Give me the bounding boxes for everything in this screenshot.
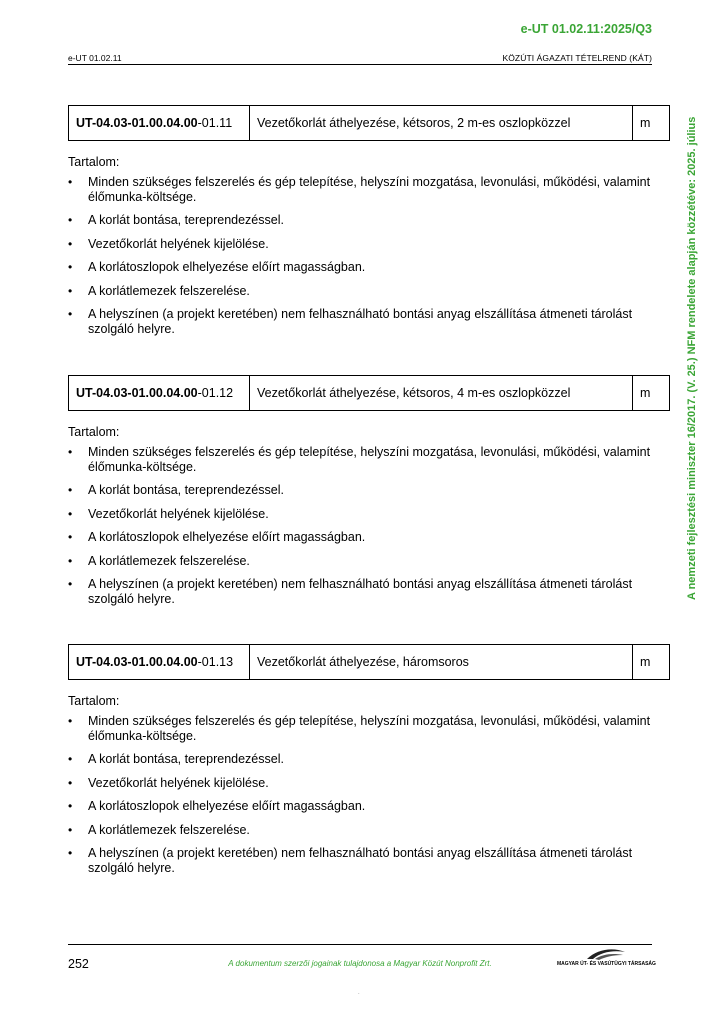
bullet-icon: •: [68, 307, 73, 321]
list-item: • A helyszínen (a projekt keretében) nem felhasználható bontási anyag elszállítása átmeneti tárolást szolgáló helyre.: [68, 577, 633, 606]
list-item: • Vezetőkorlát helyének kijelölése.: [68, 775, 269, 790]
item-code-main: UT-04.03-01.00.04.00: [76, 386, 198, 400]
item-header-table: [68, 105, 670, 141]
bullet-icon: •: [68, 530, 73, 544]
bullet-icon: •: [68, 822, 73, 837]
item-code-suffix: -01.12: [197, 386, 234, 400]
footer-mark: .: [358, 990, 360, 996]
list-item: • Minden szükséges felszerelés és gép telepítése, helyszíni mozgatása, levonulási, működési, valamint élőmunka-költsége.: [68, 175, 651, 204]
content-list: [68, 445, 670, 606]
content-label: Tartalom:: [68, 425, 120, 439]
list-item: • A korlátoszlopok elhelyezése előírt magasságban.: [68, 260, 366, 274]
item-header-row: [69, 645, 670, 680]
item-unit-cell: m: [633, 645, 670, 680]
item-code-main: UT-04.03-01.00.04.00: [76, 116, 198, 130]
item-header-row: [69, 376, 670, 411]
doc-code: e-UT 01.02.11:2025/Q3: [520, 22, 652, 36]
item-section: [68, 105, 670, 345]
logo-swoosh-icon: [585, 947, 627, 961]
logo-text: MAGYAR ÚT- ÉS VASÚTÜGYI TÁRSASÁG: [557, 961, 656, 967]
bullet-icon: •: [68, 175, 73, 189]
item-section: [68, 375, 670, 615]
list-item: • A korlátoszlopok elhelyezése előírt magasságban.: [68, 799, 366, 813]
item-code-cell: [69, 645, 250, 680]
bullet-icon: •: [68, 236, 73, 251]
bullet-icon: •: [68, 483, 73, 497]
list-item: • Minden szükséges felszerelés és gép telepítése, helyszíni mozgatása, levonulási, működési, valamint élőmunka-költsége.: [68, 714, 651, 743]
side-publication-note: A nemzeti fejlesztési miniszter 16/2017. (V. 25.) NFM rendelete alapján közzétéve: 2025. július: [686, 116, 698, 600]
content-list: [68, 175, 670, 336]
bullet-icon: •: [68, 577, 73, 591]
list-item: • Vezetőkorlát helyének kijelölése.: [68, 236, 269, 251]
item-header-table: [68, 375, 670, 411]
item-section: [68, 644, 670, 884]
item-code-cell: [69, 376, 250, 411]
bullet-icon: •: [68, 553, 73, 568]
list-item: • Minden szükséges felszerelés és gép telepítése, helyszíni mozgatása, levonulási, működési, valamint élőmunka-költsége.: [68, 445, 651, 474]
content-list: [68, 714, 670, 875]
list-item: • A korlátlemezek felszerelése.: [68, 822, 250, 837]
item-title-cell: Vezetőkorlát áthelyezése, háromsoros: [250, 645, 633, 680]
content-label: Tartalom:: [68, 694, 120, 708]
bullet-icon: •: [68, 799, 73, 813]
bullet-icon: •: [68, 283, 73, 298]
bullet-icon: •: [68, 213, 73, 227]
list-item: • Vezetőkorlát helyének kijelölése.: [68, 506, 269, 521]
list-item: • A korlátoszlopok elhelyezése előírt magasságban.: [68, 530, 366, 544]
list-item: • A korlát bontása, tereprendezéssel.: [68, 213, 284, 227]
item-unit-cell: m: [633, 106, 670, 141]
item-unit-cell: m: [633, 376, 670, 411]
list-item: • A korlátlemezek felszerelése.: [68, 283, 250, 298]
bullet-icon: •: [68, 506, 73, 521]
footer-divider: [68, 944, 652, 945]
header-divider: [68, 64, 652, 65]
list-item: • A helyszínen (a projekt keretében) nem felhasználható bontási anyag elszállítása átmeneti tárolást szolgáló helyre.: [68, 846, 633, 875]
bullet-icon: •: [68, 775, 73, 790]
item-code-cell: [69, 106, 250, 141]
item-code-suffix: -01.13: [197, 655, 234, 669]
list-item: • A korlát bontása, tereprendezéssel.: [68, 752, 284, 766]
header-right: KÖZÚTI ÁGAZATI TÉTELREND (KÁT): [502, 53, 652, 63]
copyright-note: A dokumentum szerzői jogainak tulajdonosa a Magyar Közút Nonprofit Zrt.: [228, 959, 492, 968]
item-title-cell: Vezetőkorlát áthelyezése, kétsoros, 2 m-es oszlopközzel: [250, 106, 633, 141]
item-code-suffix: -01.11: [197, 116, 233, 130]
bullet-icon: •: [68, 260, 73, 274]
list-item: • A korlátlemezek felszerelése.: [68, 553, 250, 568]
list-item: • A korlát bontása, tereprendezéssel.: [68, 483, 284, 497]
list-item: • A helyszínen (a projekt keretében) nem felhasználható bontási anyag elszállítása átmeneti tárolást szolgáló helyre.: [68, 307, 633, 336]
item-header-table: [68, 644, 670, 680]
item-title-cell: Vezetőkorlát áthelyezése, kétsoros, 4 m-es oszlopközzel: [250, 376, 633, 411]
bullet-icon: •: [68, 714, 73, 728]
header-left: e-UT 01.02.11: [68, 53, 122, 63]
item-code-main: UT-04.03-01.00.04.00: [76, 655, 198, 669]
page-number: 252: [68, 957, 89, 971]
company-logo: [557, 947, 656, 973]
bullet-icon: •: [68, 752, 73, 766]
item-header-row: [69, 106, 670, 141]
bullet-icon: •: [68, 846, 73, 860]
bullet-icon: •: [68, 445, 73, 459]
content-label: Tartalom:: [68, 155, 120, 169]
